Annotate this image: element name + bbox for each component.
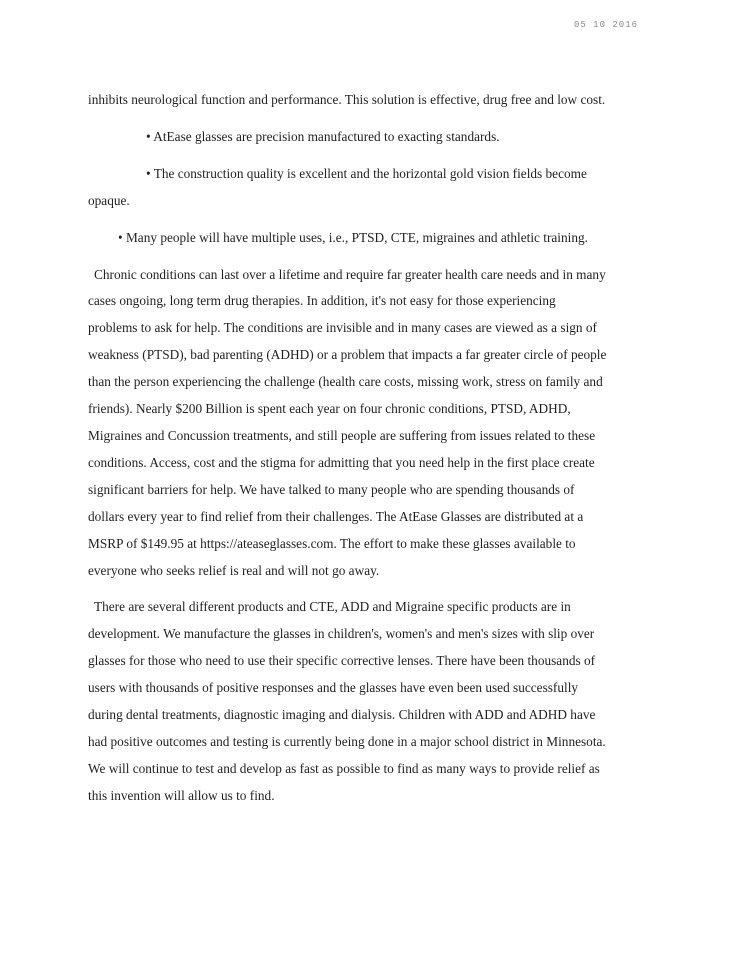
document-body — [88, 87, 608, 820]
bullet-item: • Many people will have multiple uses, i.e., PTSD, CTE, migraines and athletic training. — [118, 229, 588, 245]
bullet-item: • AtEase glasses are precision manufactured to exacting standards. — [146, 128, 500, 144]
body-paragraph: Chronic conditions can last over a lifetime and require far greater health care needs and in many cases ongoing, long term drug therapies. In addition, it's not easy for those experiencing problems to ask for help. The conditions are invisible and in many cases are viewed as a sign of weakness (PTSD), bad parenting (ADHD) or a problem that impacts a far greater circle of people than the person experiencing the challenge (health care costs, missing work, stress on family and friends). Nearly $200 Billion is spent each year on four chronic conditions, PTSD, ADHD, Migraines and Concussion treatments, and still people are suffering from issues related to these conditions. Access, cost and the stigma for admitting that you need help in the first place create significant barriers for help. We have talked to many people who are spending thousands of dollars every year to find relief from their challenges. The AtEase Glasses are distributed at a MSRP of $149.95 at https://ateaseglasses.com. The effort to make these glasses available to everyone who seeks relief is real and will not go away. — [88, 266, 607, 578]
body-paragraph: There are several different products and CTE, ADD and Migraine specific products are in development. We manufacture the glasses in children's, women's and men's sizes with slip over glasses for those who need to use their specific corrective lenses. There have been thousands of users with thousands of positive responses and the glasses have even been used successfully during dental treatments, diagnostic imaging and dialysis. Children with ADD and ADHD have had positive outcomes and testing is currently being done in a major school district in Minnesota. We will continue to test and develop as fast as possible to find as many ways to provide relief as this invention will allow us to find. — [88, 599, 606, 803]
header-date: 05 10 2016 — [573, 20, 638, 30]
bullet-item: • The construction quality is excellent and the horizontal gold vision fields become opaque. — [88, 165, 587, 208]
intro-paragraph: inhibits neurological function and performance. This solution is effective, drug free and low cost. — [88, 92, 606, 107]
